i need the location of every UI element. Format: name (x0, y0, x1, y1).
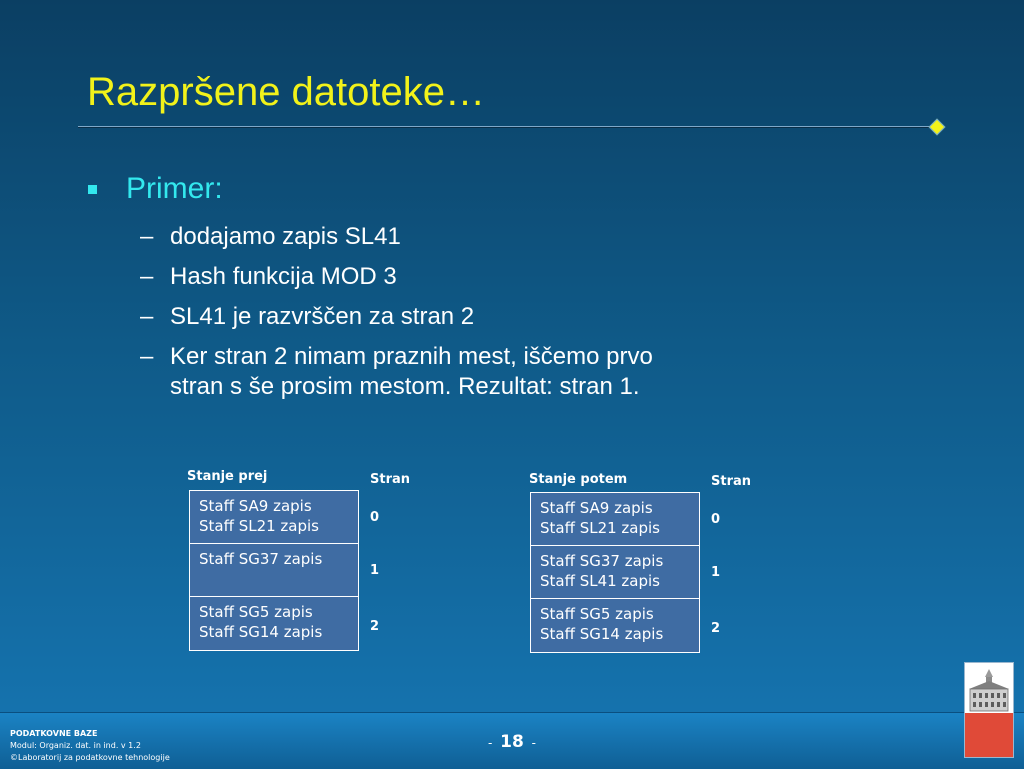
slide-title: Razpršene datoteke… (87, 70, 486, 114)
dash-marker: – (140, 223, 154, 250)
building-icon (967, 667, 1011, 713)
page-number-value: 18 (500, 732, 524, 752)
after-label: Stanje potem (529, 472, 628, 487)
record-line: Staff SL21 zapis (540, 519, 660, 537)
before-label: Stanje prej (187, 469, 268, 484)
after-page-header: Stran (711, 474, 752, 489)
after-row-1 (531, 546, 699, 599)
footer-module: Modul: Organiz. dat. in ind. v 1.2 (10, 741, 141, 750)
before-table (189, 490, 359, 651)
before-page-0: 0 (370, 510, 380, 525)
bullet-text-line2: stran s še prosim mestom. Rezultat: stran 1. (170, 373, 640, 400)
record-line: Staff SG5 zapis (199, 603, 313, 621)
dash-marker: – (140, 263, 154, 290)
record-line: Staff SG14 zapis (199, 623, 323, 641)
bullet-text: dodajamo zapis SL41 (170, 223, 401, 250)
before-row-1 (190, 544, 358, 597)
page-number-prefix: - (487, 736, 493, 750)
footer-course: PODATKOVNE BAZE (10, 729, 98, 738)
record-line: Staff SG14 zapis (540, 625, 664, 643)
bullet-item (140, 302, 780, 332)
page-number (470, 732, 554, 752)
record-line: Staff SA9 zapis (540, 499, 653, 517)
bullet-list (140, 222, 780, 412)
title-divider (78, 126, 934, 128)
record-line: Staff SL41 zapis (540, 572, 660, 590)
bullet-item (140, 342, 780, 402)
bullet-text-line1: Ker stran 2 nimam praznih mest, iščemo prvo (170, 343, 653, 370)
before-row-0 (190, 491, 358, 544)
after-row-2 (531, 599, 699, 652)
diamond-icon (929, 119, 946, 136)
dash-marker: – (140, 303, 154, 330)
after-table (530, 492, 700, 653)
after-page-2: 2 (711, 621, 721, 636)
before-page-2: 2 (370, 619, 380, 634)
before-page-1: 1 (370, 563, 380, 578)
record-line: Staff SL21 zapis (199, 517, 319, 535)
bullet-text: SL41 je razvrščen za stran 2 (170, 303, 475, 330)
page-number-suffix: - (531, 736, 536, 750)
record-line: Staff SG37 zapis (199, 550, 323, 568)
dash-marker: – (140, 343, 154, 370)
record-line: Staff SG37 zapis (540, 552, 664, 570)
before-page-header: Stran (370, 472, 411, 487)
after-page-1: 1 (711, 565, 721, 580)
bullet-text: Hash funkcija MOD 3 (170, 263, 397, 290)
heading-text: Primer: (126, 172, 223, 205)
before-row-2 (190, 597, 358, 650)
bullet-item (140, 222, 780, 252)
record-line: Staff SA9 zapis (199, 497, 312, 515)
record-line: Staff SG5 zapis (540, 605, 654, 623)
after-page-0: 0 (711, 512, 721, 527)
after-row-0 (531, 493, 699, 546)
footer-info (10, 728, 170, 764)
university-logo (964, 662, 1014, 758)
logo-red-panel (965, 713, 1013, 758)
bullet-item (140, 262, 780, 292)
square-bullet-icon (88, 185, 97, 194)
footer-lab: ©Laboratorij za podatkovne tehnologije (10, 753, 170, 762)
